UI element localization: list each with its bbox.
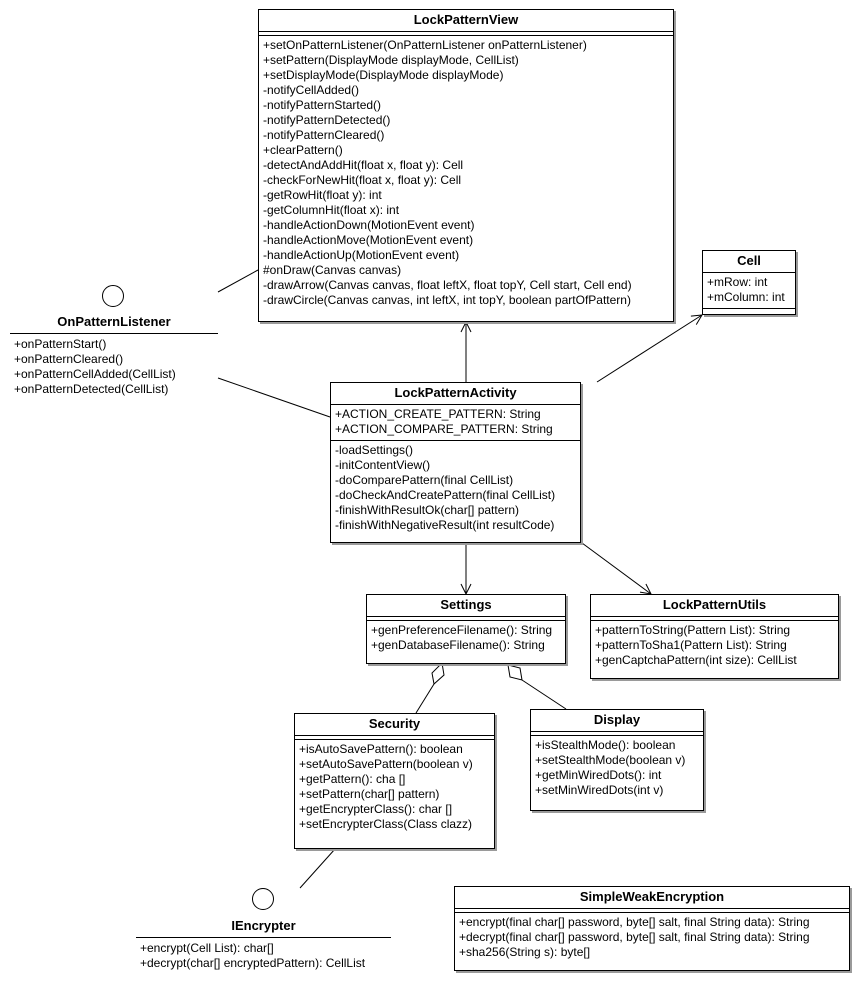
interface-separator	[136, 937, 391, 938]
operation: +sha256(String s): byte[]	[459, 945, 591, 959]
interface-name-iencrypter[interactable]: IEncrypter	[231, 918, 296, 933]
operations-section	[531, 735, 703, 801]
operation: -drawCircle(Canvas canvas, int leftX, int topY, boolean partOfPattern)	[263, 293, 631, 307]
operation: +genDatabaseFilename(): String	[371, 638, 545, 652]
operations-section	[455, 912, 849, 963]
interface-icon-iencrypter	[252, 888, 274, 910]
operation: #onDraw(Canvas canvas)	[263, 263, 402, 277]
interface-icon-on-pattern-listener	[102, 285, 124, 307]
interface-separator	[10, 333, 218, 334]
operation: +onPatternCleared()	[14, 352, 124, 366]
class-name: Display	[531, 710, 703, 732]
attribute: +mRow: int	[707, 275, 768, 289]
class-cell[interactable]	[702, 250, 796, 315]
operation: -drawArrow(Canvas canvas, float leftX, float topY, Cell start, Cell end)	[263, 278, 632, 292]
operation: +genCaptchaPattern(int size): CellList	[595, 653, 797, 667]
association-activity-utils	[582, 543, 651, 594]
attribute: +ACTION_COMPARE_PATTERN: String	[335, 422, 553, 436]
operation: +patternToSha1(Pattern List): String	[595, 638, 787, 652]
class-name: Cell	[703, 251, 795, 273]
operation: -handleActionMove(MotionEvent event)	[263, 233, 474, 247]
operations-section	[259, 35, 673, 311]
operation: +decrypt(char[] encryptedPattern): CellList	[140, 956, 366, 970]
interface-operations-on-pattern-listener	[14, 337, 176, 397]
aggregation-settings-security	[416, 684, 434, 713]
operation: +getEncrypterClass(): char []	[299, 802, 453, 816]
operation: -doCheckAndCreatePattern(final CellList)	[335, 488, 556, 502]
operation: +getPattern(): cha []	[299, 772, 406, 786]
attribute: +mColumn: int	[707, 290, 785, 304]
operation: -initContentView()	[335, 458, 431, 472]
operation: +patternToString(Pattern List): String	[595, 623, 791, 637]
operation: +setDisplayMode(DisplayMode displayMode)	[263, 68, 504, 82]
operation: +setAutoSavePattern(boolean v)	[299, 757, 473, 771]
operations-section	[331, 440, 580, 536]
operations-section	[295, 739, 494, 835]
operation: -finishWithResultOk(char[] pattern)	[335, 503, 520, 517]
operation: -notifyPatternCleared()	[263, 128, 385, 142]
association-activity-listener	[218, 378, 330, 417]
class-lock-pattern-utils[interactable]	[590, 594, 839, 679]
interface-name-on-pattern-listener[interactable]: OnPatternListener	[57, 314, 171, 329]
operations-section	[591, 620, 838, 671]
class-simple-weak-encryption[interactable]	[454, 886, 850, 971]
aggregation-diamond-display	[508, 665, 522, 680]
aggregation-settings-display	[522, 680, 566, 709]
operation: +encrypt(final char[] password, byte[] salt, final String data): String	[459, 915, 810, 929]
class-lock-pattern-activity[interactable]	[330, 382, 581, 543]
class-name: LockPatternActivity	[331, 383, 580, 405]
association-view-listener	[218, 270, 258, 292]
operation: +isAutoSavePattern(): boolean	[299, 742, 463, 756]
class-lock-pattern-view[interactable]	[258, 9, 674, 322]
operation: +setOnPatternListener(OnPatternListener onPatternListener)	[263, 38, 587, 52]
operation: +clearPattern()	[263, 143, 343, 157]
operation: +isStealthMode(): boolean	[535, 738, 676, 752]
operation: +onPatternCellAdded(CellList)	[14, 367, 176, 381]
operation: -checkForNewHit(float x, float y): Cell	[263, 173, 462, 187]
attributes-section	[331, 405, 580, 440]
operation: +encrypt(Cell List): char[]	[140, 941, 274, 955]
operation: -handleActionDown(MotionEvent event)	[263, 218, 475, 232]
aggregation-diamond-security	[432, 663, 444, 684]
class-name: LockPatternUtils	[591, 595, 838, 617]
class-settings[interactable]	[366, 594, 566, 664]
operation: +onPatternStart()	[14, 337, 107, 351]
class-name: Settings	[367, 595, 565, 617]
operations-section	[367, 620, 565, 656]
operation: -getColumnHit(float x): int	[263, 203, 400, 217]
operation: +decrypt(final char[] password, byte[] salt, final String data): String	[459, 930, 810, 944]
operation: +setStealthMode(boolean v)	[535, 753, 686, 767]
attribute: +ACTION_CREATE_PATTERN: String	[335, 407, 541, 421]
operation: +setEncrypterClass(Class clazz)	[299, 817, 473, 831]
interface-operations-iencrypter	[140, 941, 365, 971]
association-security-encrypter	[300, 849, 335, 888]
class-name: LockPatternView	[259, 10, 673, 32]
operation: -doComparePattern(final CellList)	[335, 473, 514, 487]
operation: +setPattern(char[] pattern)	[299, 787, 440, 801]
operation: +setMinWiredDots(int v)	[535, 783, 664, 797]
class-name: SimpleWeakEncryption	[455, 887, 849, 909]
class-security[interactable]	[294, 713, 495, 849]
class-name: Security	[295, 714, 494, 736]
operation: -loadSettings()	[335, 443, 414, 457]
operation: +setPattern(DisplayMode displayMode, CellList)	[263, 53, 519, 67]
operation: -handleActionUp(MotionEvent event)	[263, 248, 460, 262]
operation: -detectAndAddHit(float x, float y): Cell	[263, 158, 464, 172]
operation: -notifyCellAdded()	[263, 83, 360, 97]
operation: -finishWithNegativeResult(int resultCode)	[335, 518, 555, 532]
operation: -notifyPatternStarted()	[263, 98, 382, 112]
operation: -getRowHit(float y): int	[263, 188, 382, 202]
class-display[interactable]	[530, 709, 704, 811]
attributes-section	[703, 273, 795, 308]
operation: +getMinWiredDots(): int	[535, 768, 662, 782]
operation: -notifyPatternDetected()	[263, 113, 391, 127]
operation: +genPreferenceFilename(): String	[371, 623, 553, 637]
association-activity-cell	[597, 315, 702, 382]
operation: +onPatternDetected(CellList)	[14, 382, 169, 396]
operations-section	[703, 308, 795, 312]
